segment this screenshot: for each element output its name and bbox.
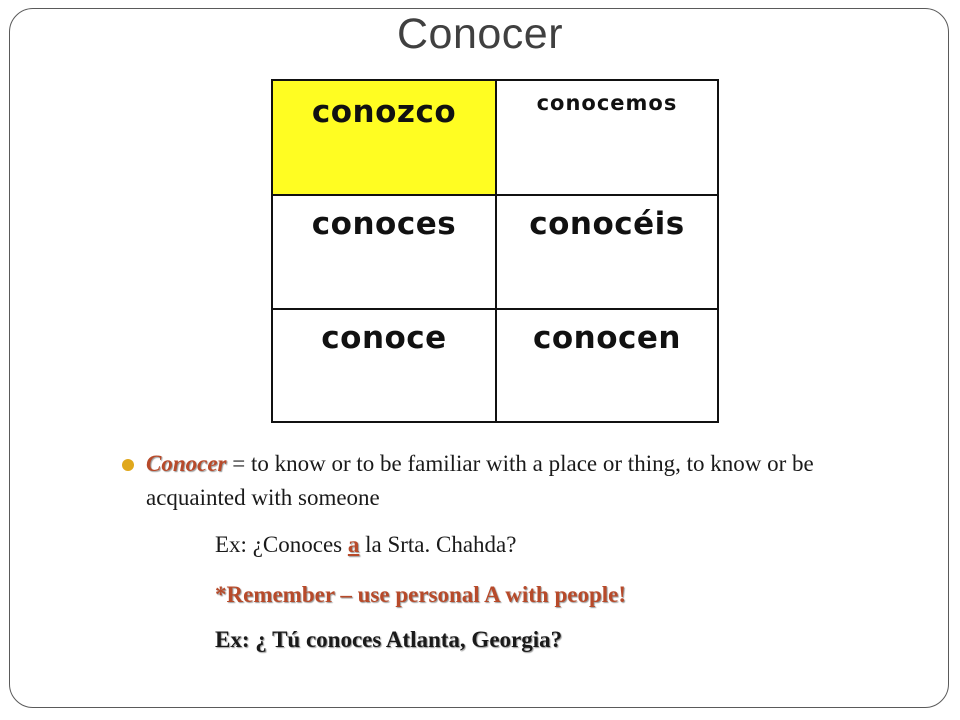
- conjugation-table: [271, 79, 719, 423]
- cell-vosotros: [496, 195, 718, 309]
- table-row: [272, 309, 718, 422]
- cell-vosotros-text: conocéis: [529, 206, 685, 242]
- definition-bullet: [120, 447, 860, 515]
- example-one: [215, 532, 516, 558]
- cell-tu-text: conoces: [311, 206, 457, 242]
- definition-text: = to know or to be familiar with a place or thing, to know or be acquainted with someone: [146, 451, 814, 510]
- cell-ellos-text: conocen: [532, 320, 681, 356]
- example-one-after: la Srta. Chahda?: [359, 532, 517, 557]
- personal-a-note: *Remember – use personal A with people!: [215, 582, 627, 607]
- cell-yo: [272, 80, 496, 195]
- cell-yo-text: conozco: [311, 94, 457, 130]
- definition-term: Conocer: [146, 451, 227, 476]
- definition-block: [120, 447, 860, 515]
- personal-a: a: [347, 532, 360, 557]
- table-row: [272, 80, 718, 195]
- bullet-icon: [122, 459, 134, 471]
- example-two: Ex: ¿ Tú conoces Atlanta, Georgia?: [215, 627, 563, 652]
- cell-nosotros: [496, 80, 718, 195]
- cell-ellos: [496, 309, 718, 422]
- cell-el-text: conoce: [321, 320, 447, 356]
- table-row: [272, 195, 718, 309]
- cell-nosotros-text: conocemos: [536, 91, 678, 115]
- example-one-before: Ex: ¿Conoces: [215, 532, 348, 557]
- cell-tu: [272, 195, 496, 309]
- slide-title: Conocer: [396, 10, 564, 58]
- cell-el: [272, 309, 496, 422]
